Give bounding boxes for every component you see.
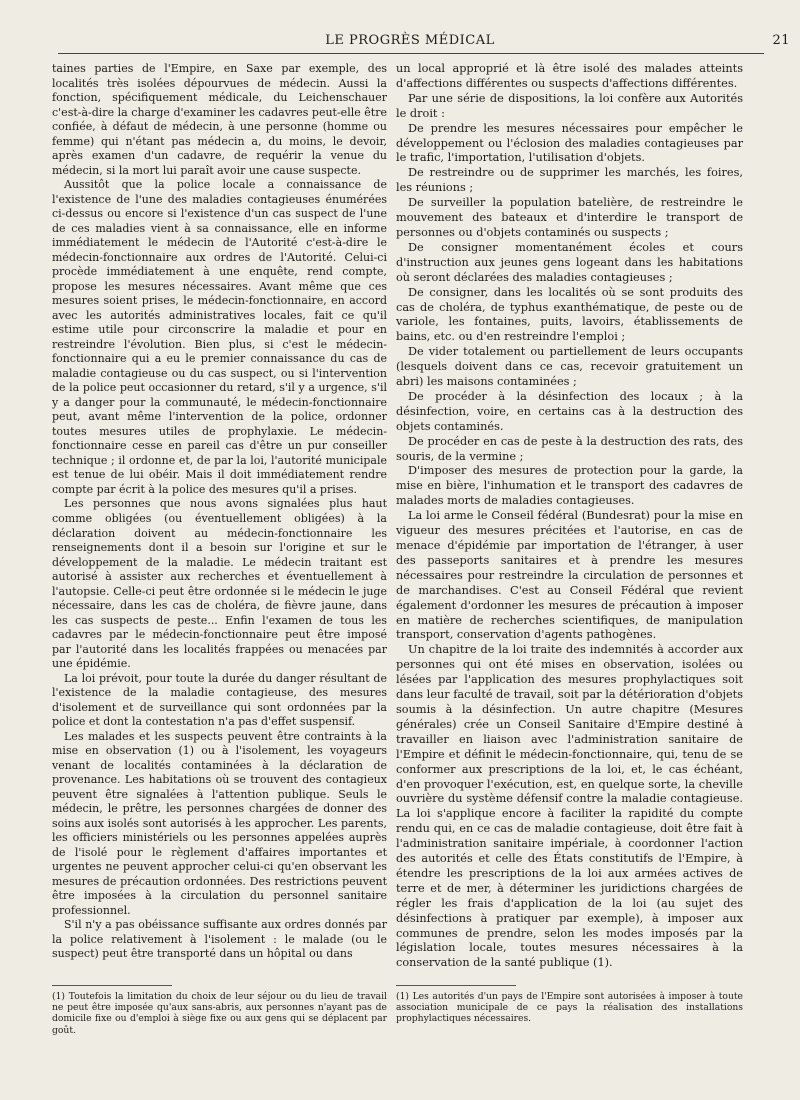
paragraph: De prendre les mesures nécessaires pour empêcher le développement ou l'éclosion des maladies contagieuses par le trafic, l'importation, l'utilisation d'objets. — [396, 121, 743, 165]
paragraph: De restreindre ou de supprimer les marchés, les foires, les réunions ; — [396, 166, 743, 195]
paragraph: taines parties de l'Empire, en Saxe par exemple, des localités très isolées dépourvues de médecin. Aussi la fonction, spécifiquement médicale, du Leichenschauer c'est-à-dire la charge d'examiner les cadavres peut-elle être confiée, à défaut de médecin, à une personne (homme ou femme) qui n'étant pas médecin a, du moins, le devoir, après examen d'un cadavre, de requérir la venue du médecin, si la mort lui paraît avoir une cause suspecte. — [52, 62, 387, 177]
paragraph: Les malades et les suspects peuvent être contraints à la mise en observation (1) ou à l'isolement, les voyageurs venant de localités contaminées à la déclaration de provenance. Les habitations où se trouvent des contagieux peuvent être signalées à l'attention publique. Seuls le médecin, le prêtre, les personnes chargées de donner des soins aux isolés sont autorisés à les approcher. Les parents, les officiers ministériels ou les personnes appelées auprès de l'isolé pour le règlement d'affaires importantes et urgentes ne peuvent approcher celui-ci qu'en observant les mesures de précaution ordonnées. Des restrictions peuvent être imposées à la circulation du personnel sanitaire professionnel. — [52, 729, 387, 917]
right-column — [396, 62, 743, 971]
paragraph: De consigner momentanément écoles et cours d'instruction aux jeunes gens logeant dans les habitations où seront déclarées des maladies contagieuses ; — [396, 240, 743, 284]
paragraph: De consigner, dans les localités où se sont produits des cas de choléra, de typhus exanthématique, de peste ou de variole, les fontaines, puits, lavoirs, établissements de bains, etc. ou d'en restreindre l'emploi ; — [396, 285, 743, 344]
running-header — [60, 33, 790, 51]
paragraph: S'il n'y a pas obéissance suffisante aux ordres donnés par la police relativement à l'isolement : le malade (ou le suspect) peut être transporté dans un hôpital ou dans — [52, 918, 387, 961]
paragraph: D'imposer des mesures de protection pour la garde, la mise en bière, l'inhumation et le transport des cadavres de malades morts de maladies contagieuses. — [396, 464, 743, 508]
paragraph: un local approprié et là être isolé des malades atteints d'affections différentes ou suspects d'affections différentes. — [396, 62, 743, 90]
paragraph: De procéder en cas de peste à la destruction des rats, des souris, de la vermine ; — [396, 434, 743, 463]
footnote-right: (1) Les autorités d'un pays de l'Empire sont autorisées à imposer à toute association municipale de ce pays la réalisation des installations prophylactiques nécessaires. — [396, 991, 743, 1025]
paragraph: De surveiller la population batelière, de restreindre le mouvement des bateaux et d'interdire le transport de personnes ou d'objets contaminés ou suspects ; — [396, 196, 743, 239]
paragraph: Aussitôt que la police locale a connaissance de l'existence de l'une des maladies contagieuses énumérées ci-dessus ou encore si l'existence d'un cas suspect de l'une de ces maladies vient à sa connaissance, elle en informe immédiatement le médecin de l'Autorité c'est-à-dire le médecin-fonctionnaire aux ordres de l'Autorité. Celui-ci procède immédiatement à une enquête, rend compte, propose les mesures nécessaires. Avant même que ces mesures soient prises, le médecin-fonctionnaire, en accord avec les autorités administratives locales, fait ce qu'il estime utile pour circonscrire la maladie et pour en restreindre l'évolution. Bien plus, si c'est le médecin-fonctionnaire qui a eu le premier connaissance du cas de maladie contagieuse ou du cas suspect, ou si l'intervention de la police peut occasionner du retard, s'il y a urgence, s'il y a danger pour la communauté, le médecin-fonctionnaire peut, avant même l'intervention de la police, ordonner toutes mesures utiles de prophylaxie. Le médecin-fonctionnaire cesse en pareil cas d'être un pur conseiller technique ; il ordonne et, de par la loi, l'autorité municipale est tenue de lui obéir. Mais il doit immédiatement rendre compte par écrit à la police des mesures qu'il a prises. — [52, 178, 387, 496]
paragraph: De vider totalement ou partiellement de leurs occupants (lesquels doivent dans ce cas, recevoir gratuitement un abri) les maisons contaminées ; — [396, 345, 743, 389]
paragraph: Un chapitre de la loi traite des indemnités à accorder aux personnes qui ont été mises en observation, isolées ou lésées par l'application des mesures prophylactiques soit dans leur faculté de travail, soit par la détérioration d'objets soumis à la désinfection. Un autre chapitre (Mesures générales) crée un Conseil Sanitaire d'Empire destiné à travailler en liaison avec l'administration sanitaire de l'Empire et définit le médecin-fonctionnaire, qui, tenu de se conformer aux prescriptions de la loi, et, le cas échéant, d'en provoquer l'exécution, est, en quelque sorte, la cheville ouvrière du système défensif contre la maladie contagieuse. La loi s'applique encore à faciliter la rapidité du compte rendu qui, en ce cas de maladie contagieuse, doit être fait à l'administration sanitaire impériale, à coordonner l'action des autorités et celle des États constitutifs de l'Empire, à étendre les prescriptions de la loi aux armées actives de terre et de mer, à déterminer les juridictions chargées de régler les frais d'application de la loi (au sujet des désinfections à pratiquer par exemple), à imposer aux communes de prendre, selon les modes imposés par la législation locale, toutes mesures nécessaires à la conservation de la santé publique (1). — [396, 643, 743, 970]
left-column — [52, 62, 387, 962]
paragraph: Les personnes que nous avons signalées plus haut comme obligées (ou éventuellement obligées) à la déclaration doivent au médecin-fonctionnaire les renseignements dont il a besoin sur l'origine et sur le développement de la maladie. Le médecin traitant est autorisé à assister aux recherches et éventuellement à l'autopsie. Celle-ci peut être ordonnée si le médecin le juge nécessaire, dans les cas de choléra, de fièvre jaune, dans les cas suspects de peste... Enfin l'examen de tous les cadavres par le médecin-fonctionnaire peut être imposé par l'autorité dans les localités frappées ou menacées par une épidémie. — [52, 497, 387, 671]
page-number: 21 — [772, 33, 790, 48]
header-rule — [58, 53, 764, 54]
paragraph: La loi arme le Conseil fédéral (Bundesrat) pour la mise en vigueur des mesures précitées et l'autorise, en cas de menace d'épidémie par importation de l'étranger, à user des passeports sanitaires et à prendre les mesures nécessaires pour restreindre la circulation de personnes et de marchandises. C'est au Conseil Fédéral que revient également d'ordonner les mesures de précaution à imposer en matière de recherches scientifiques, de manipulation transport, conservation d'agents pathogènes. — [396, 509, 743, 642]
paragraph: De procéder à la désinfection des locaux ; à la désinfection, voire, en certains cas à la destruction des objets contaminés. — [396, 389, 743, 433]
footnote-rule-left — [52, 985, 172, 986]
footnote-left: (1) Toutefois la limitation du choix de leur séjour ou du lieu de travail ne peut être imposée qu'aux sans-abris, aux personnes n'ayant pas de domicile fixe ou d'emploi à siège fixe ou aux gens qui se déplacent par goût. — [52, 991, 387, 1036]
journal-title: LE PROGRÈS MÉDICAL — [325, 33, 495, 48]
paragraph: Par une série de dispositions, la loi confère aux Autorités le droit : — [396, 91, 743, 120]
paragraph: La loi prévoit, pour toute la durée du danger résultant de l'existence de la maladie contagieuse, des mesures d'isolement et de surveillance qui sont ordonnées par la police et dont la contestation n'a pas d'effet suspensif. — [52, 671, 387, 729]
footnote-rule-right — [396, 985, 516, 986]
